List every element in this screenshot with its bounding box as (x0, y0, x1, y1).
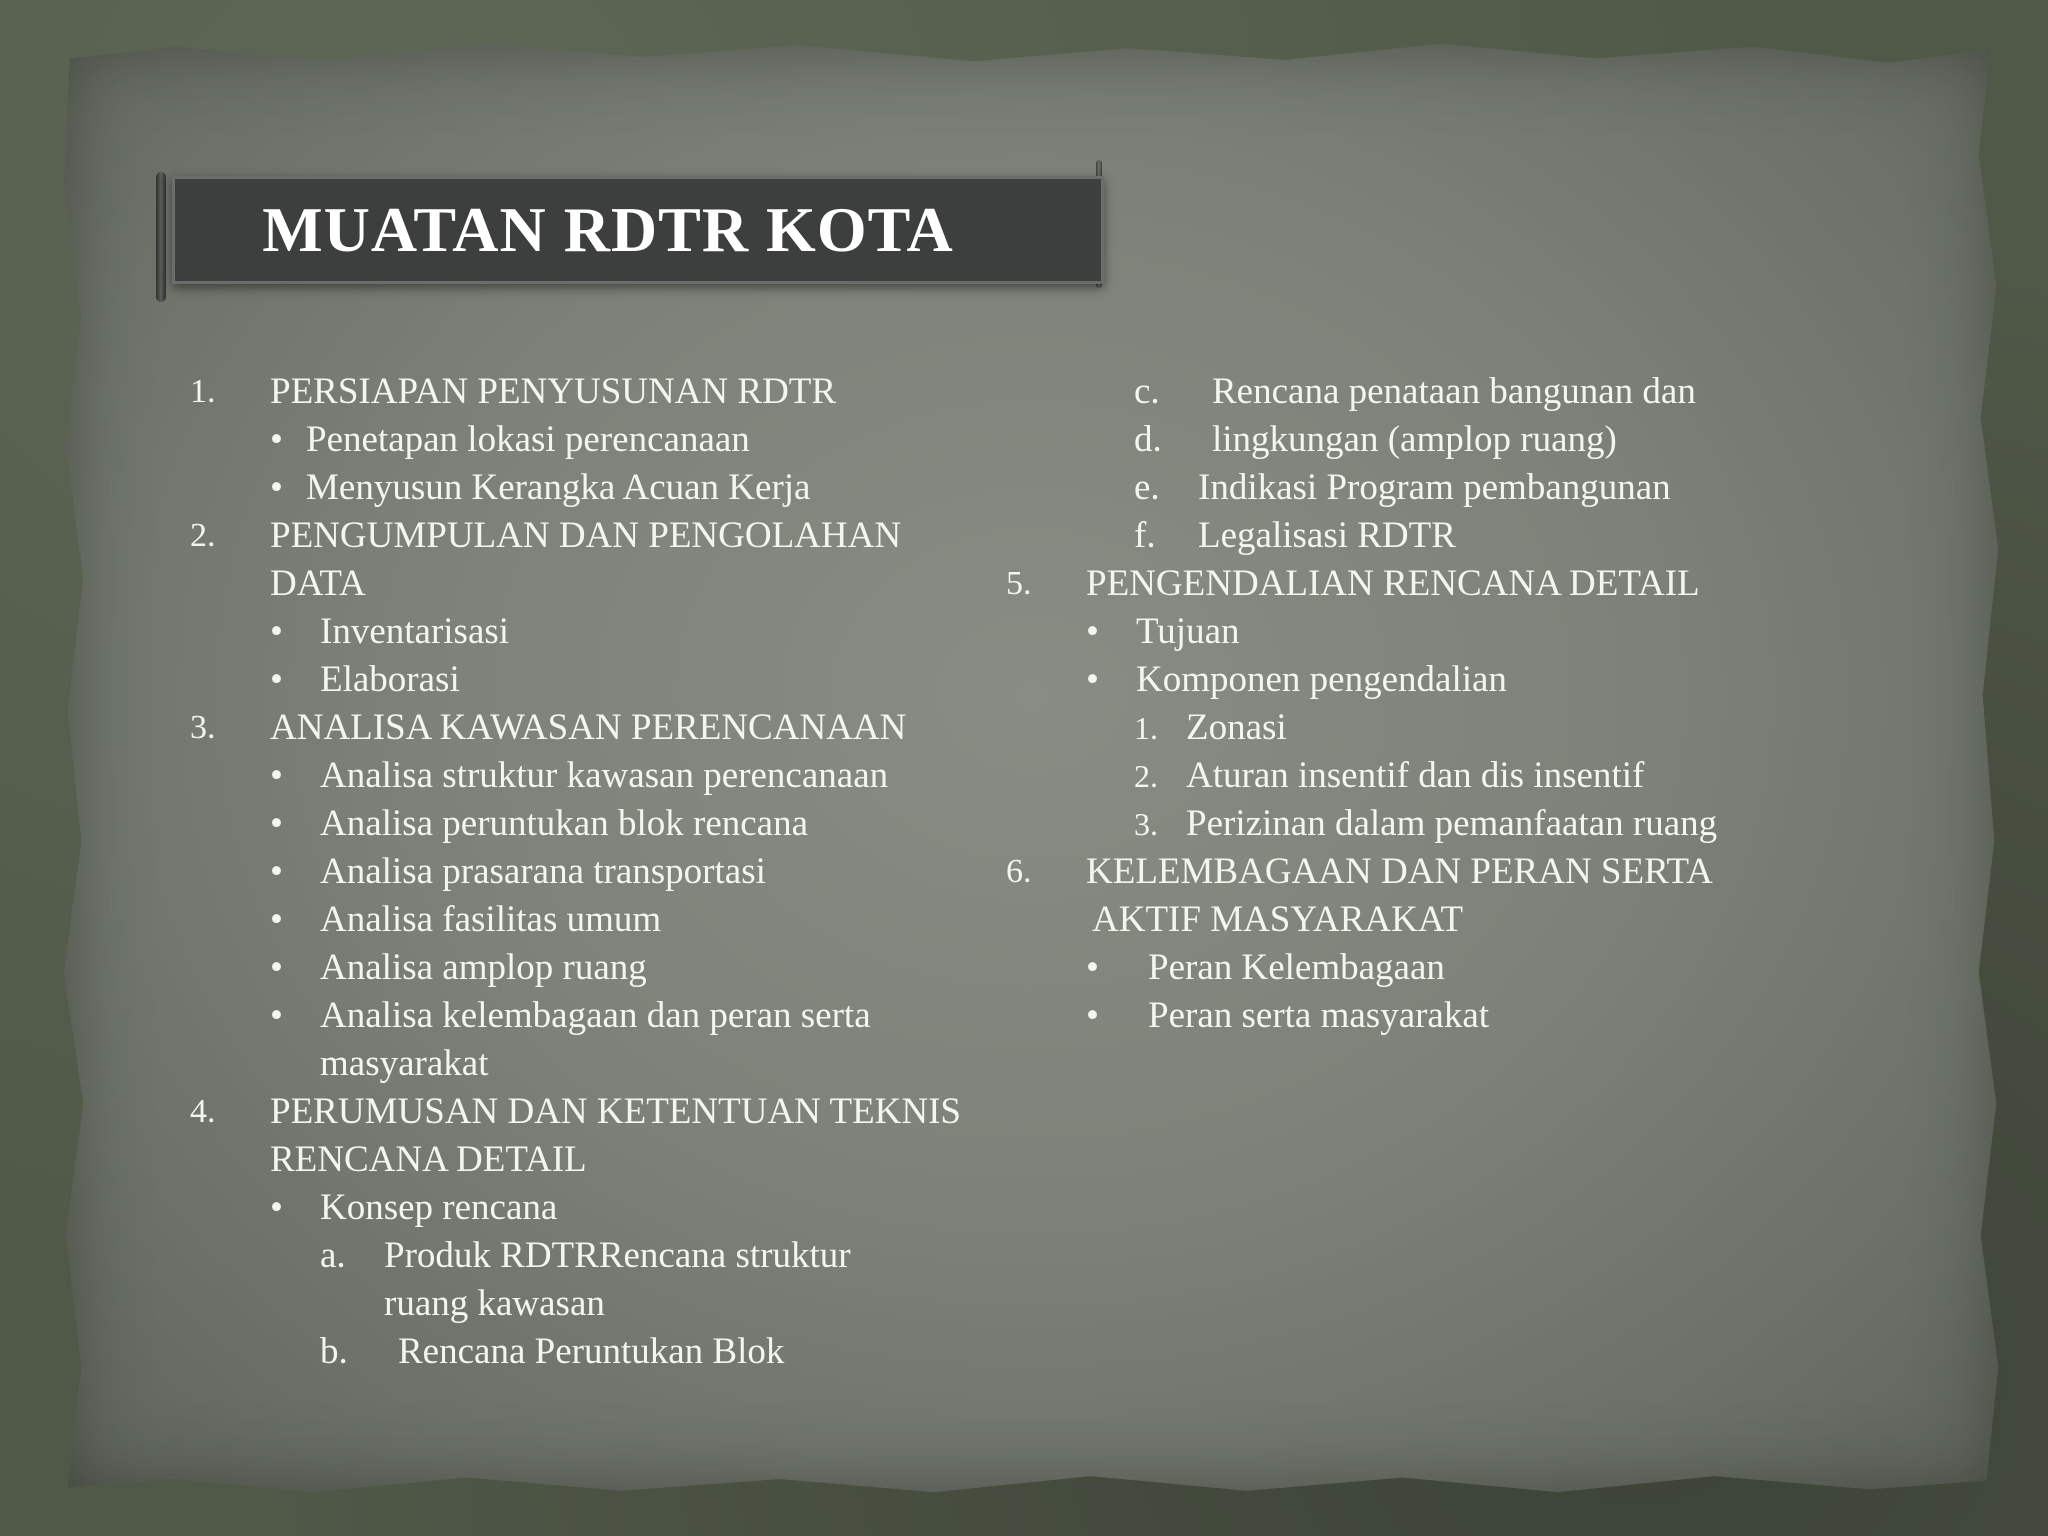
list-item: • Tujuan (1006, 608, 1866, 656)
list-item: • Konsep rencana (190, 1184, 1020, 1232)
list-number: 3. (190, 709, 216, 746)
right-column (1006, 368, 1866, 1040)
list-item: • Analisa amplop ruang (190, 944, 1020, 992)
list-number: 2. (190, 517, 216, 554)
sub-item-label: e. (1134, 467, 1160, 508)
bullet-icon: • (270, 467, 283, 508)
section-title: ANALISA KAWASAN PERENCANAAN (270, 707, 907, 748)
section-title: PENGENDALIAN RENCANA DETAIL (1086, 563, 1700, 604)
list-item: • Peran Kelembagaan (1006, 944, 1866, 992)
section-2-heading (190, 512, 1020, 560)
sub-item-f: f. Legalisasi RDTR (1006, 512, 1866, 560)
bullet-icon: • (1086, 947, 1099, 988)
section-5-heading (1006, 560, 1866, 608)
numbered-sub-item: 3. Perizinan dalam pemanfaatan ruang (1006, 800, 1866, 848)
title-banner (172, 176, 1104, 284)
section-title-continued: DATA (270, 563, 366, 604)
section-3-heading (190, 704, 1020, 752)
list-item: • Analisa peruntukan blok rencana (190, 800, 1020, 848)
sub-item-label: a. (320, 1235, 346, 1276)
sub-item-a-continued: ruang kawasan (384, 1283, 605, 1324)
list-number: 1. (1134, 710, 1158, 746)
section-title-continued: AKTIF MASYARAKAT (1092, 899, 1464, 940)
sub-item-label: f. (1134, 515, 1156, 556)
page-title: MUATAN RDTR KOTA (262, 194, 954, 265)
bullet-icon: • (270, 947, 283, 988)
sub-item-b: b. Rencana Peruntukan Blok (190, 1328, 1020, 1376)
bullet-icon: • (1086, 611, 1099, 652)
section-1-heading (190, 368, 1020, 416)
list-item: • Komponen pengendalian (1006, 656, 1866, 704)
list-number: 1. (190, 373, 216, 410)
bullet-icon: • (270, 755, 283, 796)
list-number: 4. (190, 1093, 216, 1130)
section-title: PERUMUSAN DAN KETENTUAN TEKNIS (270, 1091, 962, 1132)
bullet-icon: • (270, 611, 283, 652)
sub-item-label: b. (320, 1331, 348, 1372)
list-item: • Analisa struktur kawasan perencanaan (190, 752, 1020, 800)
banner-rod-left (156, 172, 166, 302)
list-item: • Elaborasi (190, 656, 1020, 704)
list-item: • Analisa fasilitas umum (190, 896, 1020, 944)
sub-item-d: d. lingkungan (amplop ruang) (1006, 416, 1866, 464)
list-item: • Analisa kelembagaan dan peran serta (190, 992, 1020, 1040)
section-title: PERSIAPAN PENYUSUNAN RDTR (270, 371, 837, 412)
left-column (190, 368, 1020, 1376)
bullet-icon: • (1086, 659, 1099, 700)
list-item: • Menyusun Kerangka Acuan Kerja (190, 464, 1020, 512)
bullet-icon: • (270, 419, 283, 460)
numbered-sub-item: 1. Zonasi (1006, 704, 1866, 752)
list-number: 2. (1134, 758, 1158, 794)
sub-item-c: c. Rencana penataan bangunan dan (1006, 368, 1866, 416)
list-item-continued: masyarakat (320, 1043, 489, 1084)
section-title-continued: RENCANA DETAIL (270, 1139, 587, 1180)
section-6-heading (1006, 848, 1866, 896)
list-number: 3. (1134, 806, 1158, 842)
list-item: • Peran serta masyarakat (1006, 992, 1866, 1040)
list-number: 5. (1006, 565, 1032, 602)
numbered-sub-item: 2. Aturan insentif dan dis insentif (1006, 752, 1866, 800)
list-item: • Inventarisasi (190, 608, 1020, 656)
bullet-icon: • (1086, 995, 1099, 1036)
section-4-heading (190, 1088, 1020, 1136)
bullet-icon: • (270, 899, 283, 940)
bullet-icon: • (270, 803, 283, 844)
section-title: PENGUMPULAN DAN PENGOLAHAN (270, 515, 902, 556)
sub-item-label: c. (1134, 371, 1160, 412)
bullet-icon: • (270, 659, 283, 700)
bullet-icon: • (270, 995, 283, 1036)
bullet-icon: • (270, 851, 283, 892)
list-item: • Penetapan lokasi perencanaan (190, 416, 1020, 464)
sub-item-label: d. (1134, 419, 1162, 460)
bullet-icon: • (270, 1187, 283, 1228)
sub-item-e: e. Indikasi Program pembangunan (1006, 464, 1866, 512)
section-title: KELEMBAGAAN DAN PERAN SERTA (1086, 851, 1713, 892)
sub-item-a: a. Produk RDTRRencana struktur (190, 1232, 1020, 1280)
list-number: 6. (1006, 853, 1032, 890)
list-item: • Analisa prasarana transportasi (190, 848, 1020, 896)
